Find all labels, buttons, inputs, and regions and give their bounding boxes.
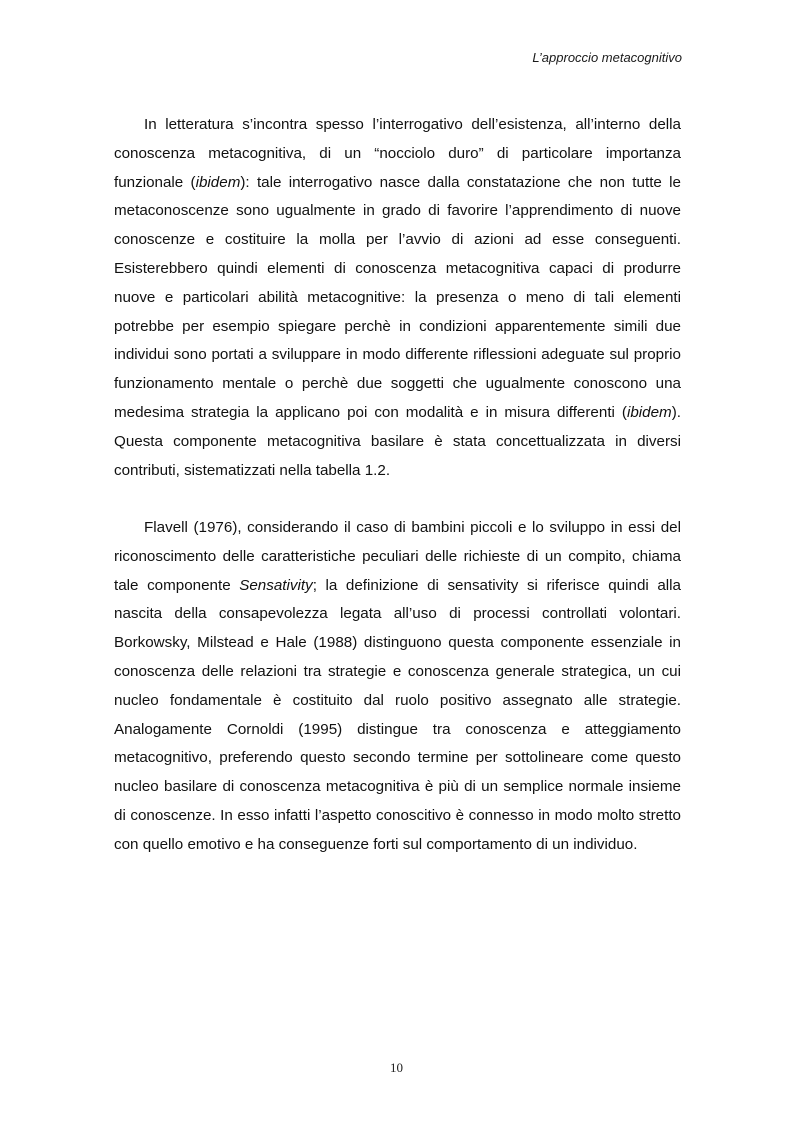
italic-citation: ibidem (195, 173, 241, 191)
page-number: 10 (390, 1060, 403, 1075)
italic-citation: ibidem (626, 403, 672, 421)
text-segment: ): tale interrogativo nasce dalla constatazione che non tutte le metaconoscenze sono ugualmente in grado di favorire l’apprendimento di nuove conoscenze e costituire la molla per l’avvio di azioni ad esse conseguenti. Esisterebbero quindi elementi di conoscenza metacognitiva capaci di produrre nuove e particolari abilità metacognitive: la presenza o meno di tali elementi potrebbe per esempio spiegare perchè in condizioni apparentemente simili due individui sono portati a sviluppare in modo differente riflessioni adeguate sul proprio funzionamento mentale o perchè due soggetti che ugualmente conoscono una medesima strategia la applicano poi con modalità e in misura differenti ( (114, 173, 681, 421)
text-segment: In letteratura s’incontra spesso l’interrogativo dell’esistenza, all’interno della conoscenza metacognitiva, di un “nocciolo duro” di particolare importanza funzionale ( (114, 116, 681, 191)
paragraph-1 (114, 111, 681, 485)
paragraph-2 (114, 514, 681, 860)
text-segment: Flavell (1976), considerando il caso di bambini piccoli e lo sviluppo in essi del riconoscimento delle caratteristiche peculiari delle richieste di un compito, chiama tale componente (114, 519, 681, 594)
text-segment: ). Questa componente metacognitiva basilare è stata concettualizzata in diversi contributi, sistematizzati nella tabella 1.2. (114, 403, 681, 479)
text-segment: ; la definizione di sensativity si riferisce quindi alla nascita della consapevolezza legata all’uso di processi controllati volontari. Borkowsky, Milstead e Hale (1988) distinguono questa componente essenziale in conoscenza delle relazioni tra strategie e conoscenza generale strategica, un cui nucleo fondamentale è costituito dal ruolo positivo assegnato alle strategie. Analogamente Cornoldi (1995) distingue tra conoscenza e atteggiamento metacognitivo, preferendo questo secondo termine per sottolineare come questo nucleo basilare di conoscenza metacognitiva è più di un semplice normale insieme di conoscenze. In esso infatti l’aspetto conoscitivo è connesso in modo molto stretto con quello emotivo e ha conseguenze forti sul comportamento di un individuo. (114, 576, 681, 853)
running-header: L’approccio metacognitivo (532, 50, 682, 65)
italic-term: Sensativity (239, 576, 313, 594)
